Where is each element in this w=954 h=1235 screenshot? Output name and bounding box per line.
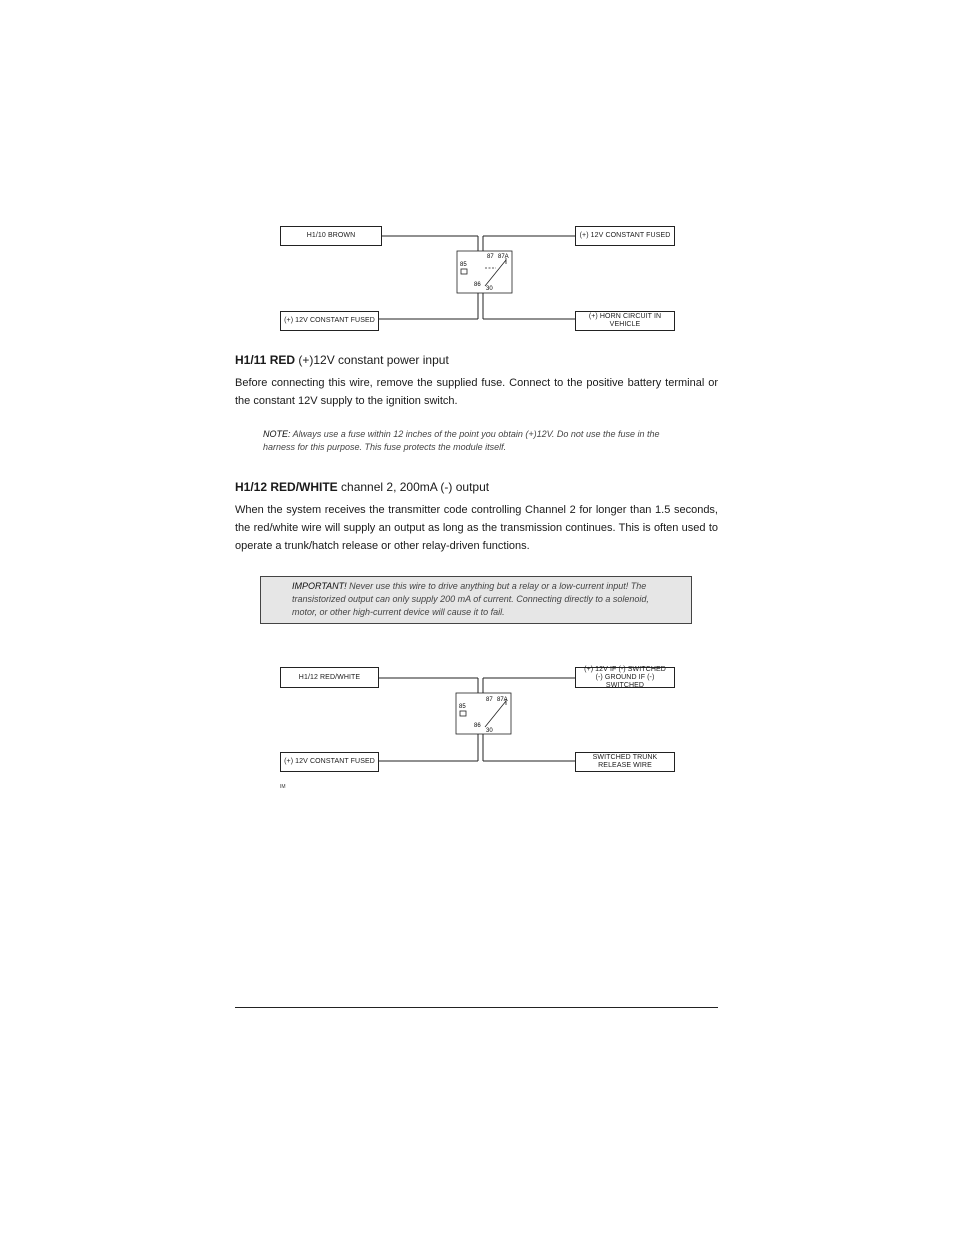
section-body-h1-11: Before connecting this wire, remove the supplied fuse. Connect to the positive battery terminal or the constant 12V supply to the ignition switch. <box>235 377 718 407</box>
pin-87: 87 <box>486 697 493 703</box>
heading-wire-id: H1/11 RED <box>235 353 296 367</box>
pin-30: 30 <box>486 728 493 734</box>
label-text-line2: (-) GROUND IF (-) SWITCHED <box>595 673 655 689</box>
label-text: H1/12 RED/WHITE <box>298 673 361 681</box>
label-box-top-right <box>575 667 675 688</box>
note-paragraph <box>263 428 693 454</box>
section-body-h1-12: When the system receives the transmitter code controlling Channel 2 for longer than 1.5 seconds, the red/white wire will supply an output as long as the transmission continues. This is often used to operate a trunk/hatch release or other relay-driven functions. <box>235 504 718 552</box>
label-text-line1: (+) 12V IF (-) SWITCHED <box>584 665 666 673</box>
label-box-bottom-left <box>280 752 379 772</box>
figure-mark: IM <box>280 784 286 790</box>
label-text: (+) 12V CONSTANT FUSED <box>284 317 375 324</box>
pin-86: 86 <box>474 723 481 729</box>
relay-coil <box>461 269 467 274</box>
relay-diagram-horn <box>278 226 678 336</box>
note-text: Always use a fuse within 12 inches of the point you obtain (+)12V. Do not use the fuse in the harness for this purpose. This fuse protects the module itself. <box>263 429 660 452</box>
relay-coil <box>460 711 466 716</box>
label-box-top-left <box>280 226 382 246</box>
pin-87a: 87A <box>498 254 509 260</box>
label-text-line2: RELEASE WIRE <box>598 762 652 769</box>
label-box-bottom-left <box>280 311 379 331</box>
label-box-bottom-right <box>575 752 675 772</box>
section-heading-h1-11 <box>235 353 449 367</box>
label-text: (+) 12V CONSTANT FUSED <box>284 758 375 765</box>
label-text: H1/10 BROWN <box>306 232 356 239</box>
pin-85: 85 <box>459 704 466 710</box>
pin-86: 86 <box>474 282 481 288</box>
page-footer-rule <box>235 1007 718 1008</box>
pin-85: 85 <box>460 262 467 268</box>
important-text: Never use this wire to drive anything but a relay or a low-current input! The transistorized output can only supply 200 mA of current. Connecting directly to a solenoid, motor, or other high-current device will cause it to fail. <box>292 581 649 617</box>
label-box-bottom-right <box>575 311 675 331</box>
label-box-top-left <box>280 667 379 688</box>
label-text: (+) HORN CIRCUIT IN VEHICLE <box>588 313 662 328</box>
heading-description: (+)12V constant power input <box>295 353 449 367</box>
important-callout <box>260 576 692 624</box>
pin-87: 87 <box>487 254 494 260</box>
important-label: IMPORTANT! <box>292 581 347 591</box>
note-label: NOTE: <box>263 429 291 439</box>
pin-87a: 87A <box>497 697 508 703</box>
label-box-top-right <box>575 226 675 246</box>
section-heading-h1-12 <box>235 480 489 494</box>
heading-wire-id: H1/12 RED/WHITE <box>235 480 338 494</box>
heading-description: channel 2, 200mA (-) output <box>337 480 490 494</box>
pin-30: 30 <box>486 286 493 292</box>
label-text: (+) 12V CONSTANT FUSED <box>579 232 671 239</box>
relay-diagram-trunk <box>278 667 678 777</box>
label-text-line1: SWITCHED TRUNK <box>592 754 658 761</box>
